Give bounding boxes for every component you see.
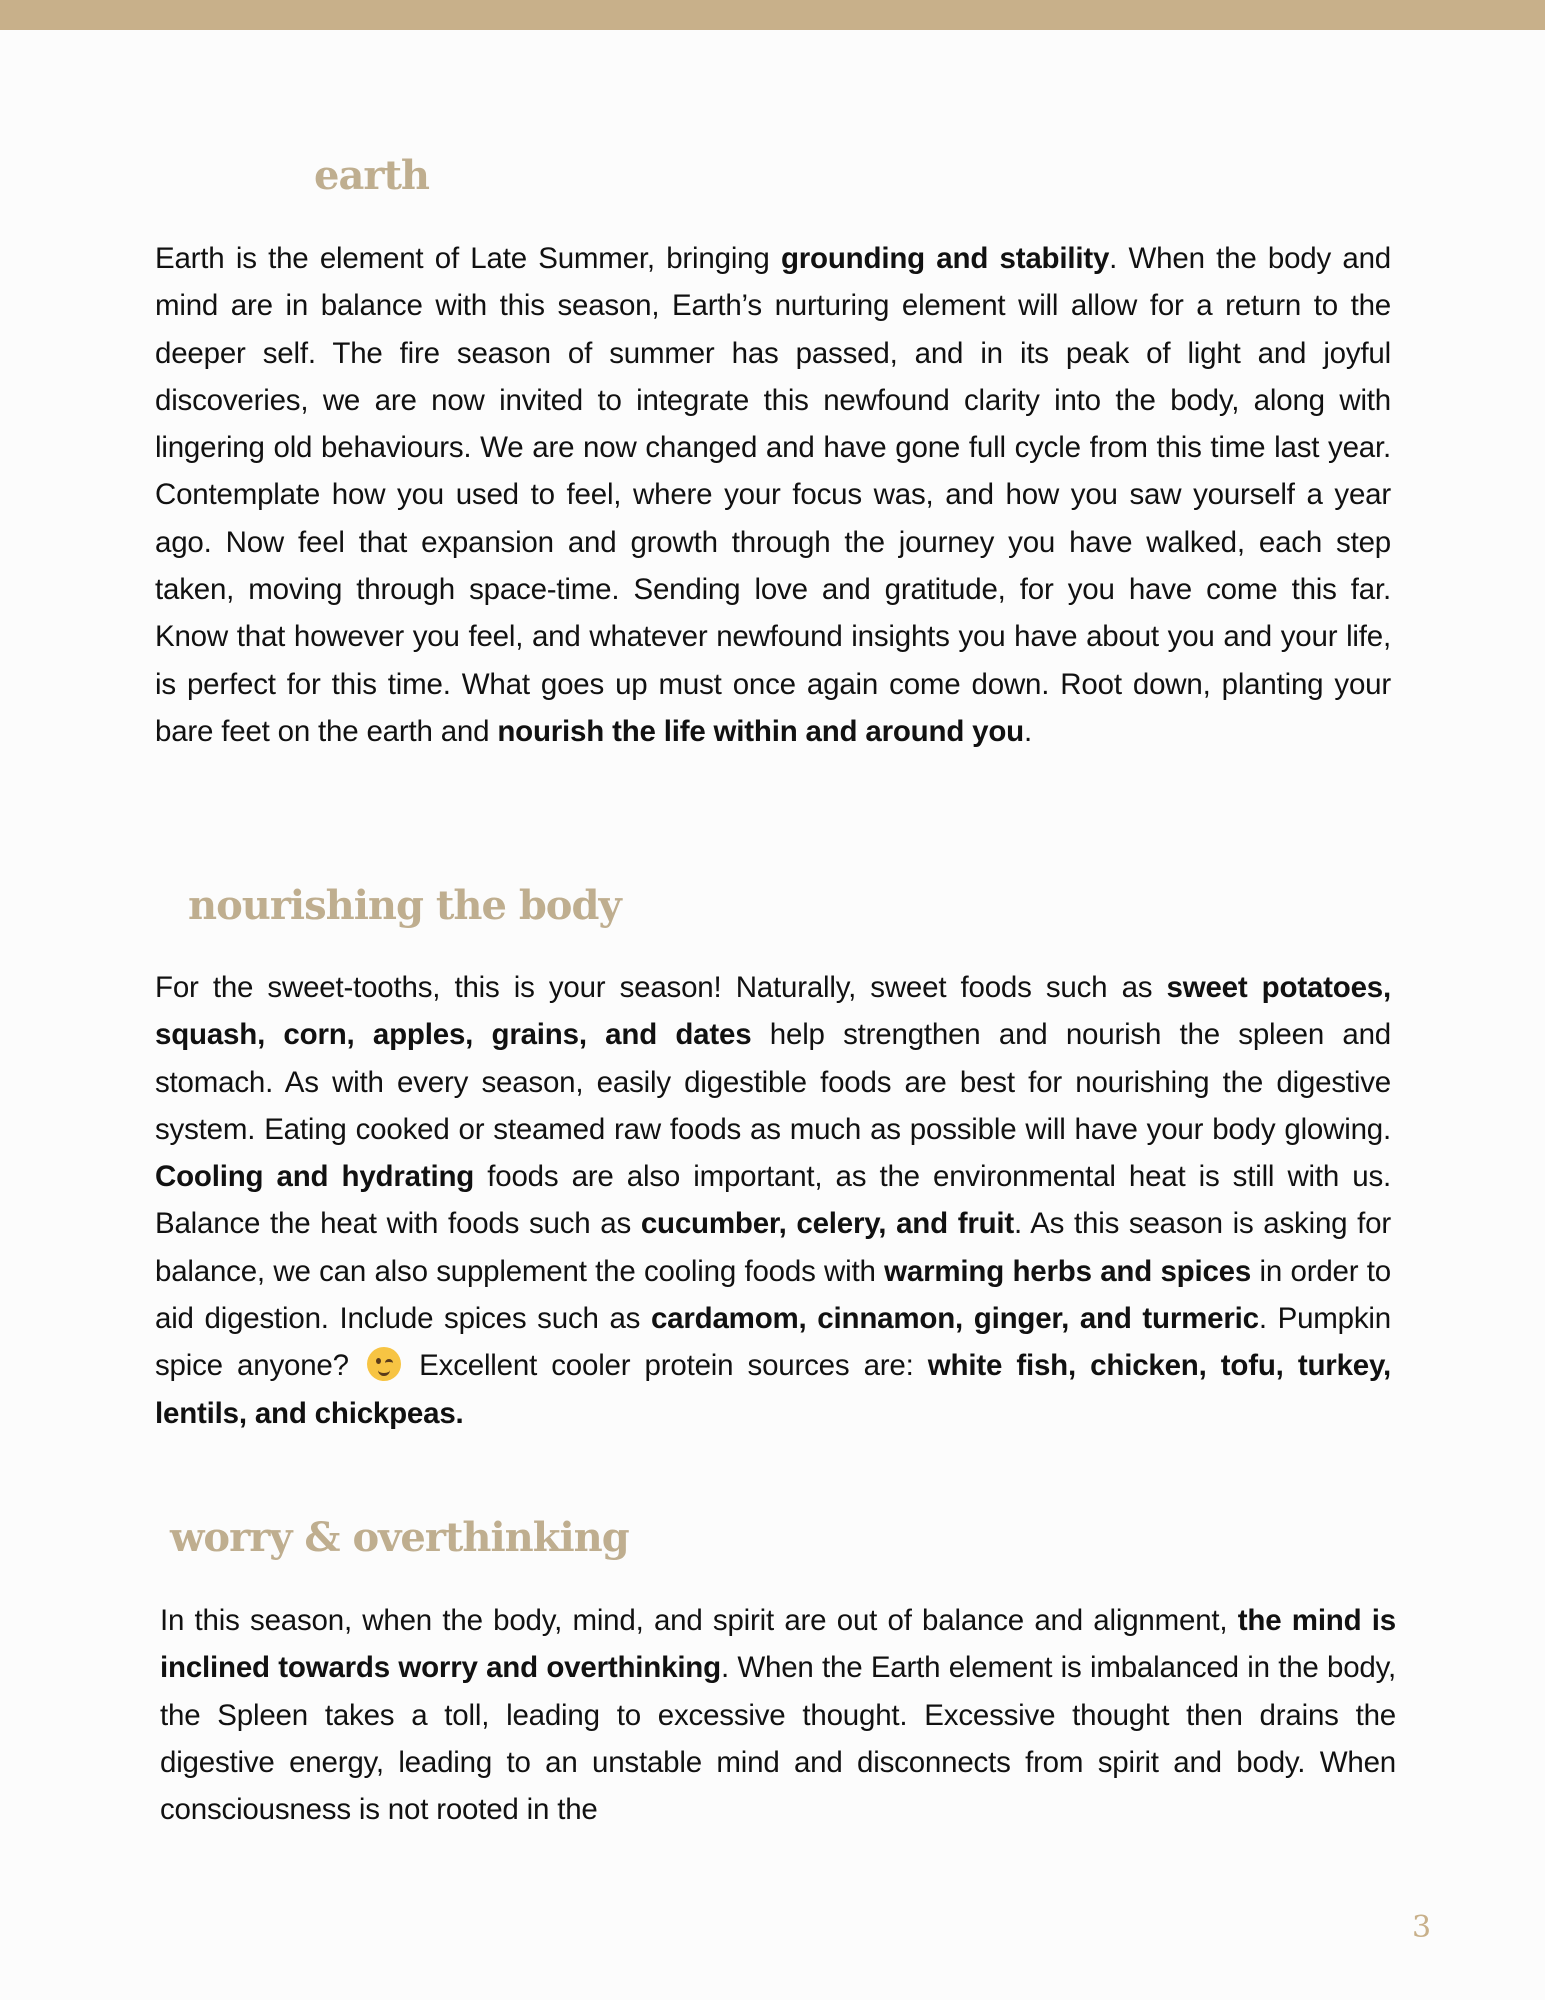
bold-text: cucumber, celery, and fruit <box>640 1207 1015 1241</box>
paragraph-nourishing-the-body: For the sweet-tooths, this is your season! Naturally, sweet foods such as sweet potatoes, squash, corn, apples, grains, and dates help strengthen and nourish the spleen and stomach. As with every season, easily digestible foods are best for nourishing the digestive system. Eating cooked or steamed raw foods as much as possible will have your body glowing. Cooling and hydrating foods are also important, as the environmental heat is still with us. Balance the heat with foods such as cucumber, celery, and fruit. As this season is asking for balance, we can also supplement the cooling foods with warming herbs and spices in order to aid digestion. Include spices such as cardamom, cinnamon, ginger, and turmeric. Pumpkin spice anyone? Excellent cooler protein sources are: white fish, chicken, tofu, turkey, lentils, and chickpeas. <box>155 971 1392 1430</box>
bold-text: grounding and stability <box>780 242 1110 275</box>
bold-text: warming herbs and spices <box>884 1254 1252 1288</box>
section-heading-nourishing-the-body: nourishing the body <box>188 882 621 929</box>
bold-text: white fish, chicken, tofu, turkey, lentils, and chickpeas. <box>155 1349 1391 1430</box>
top-accent-bar <box>0 0 1545 30</box>
section-heading-worry-overthinking: worry & overthinking <box>170 1514 629 1561</box>
bold-text: Cooling and hydrating <box>155 1160 475 1194</box>
winking-face-emoji-icon <box>367 1347 401 1381</box>
page-number: 3 <box>1412 1910 1432 1945</box>
bold-text: the mind is inclined towards worry and overthinking <box>160 1604 1397 1685</box>
bold-text: sweet potatoes, squash, corn, apples, grains, and dates <box>155 971 1392 1052</box>
paragraph-worry-overthinking: In this season, when the body, mind, and spirit are out of balance and alignment, the mind is inclined towards worry and overthinking. When the Earth element is imbalanced in the body, the Spleen takes a toll, leading to excessive thought. Excessive thought then drains the digestive energy, leading to an unstable mind and disconnects from spirit and body. When consciousness is not rooted in the <box>160 1604 1397 1827</box>
bold-text: nourish the life within and around you <box>497 714 1024 748</box>
section-heading-earth: earth <box>314 152 429 199</box>
bold-text: cardamom, cinnamon, ginger, and turmeric <box>650 1302 1259 1336</box>
paragraph-earth: Earth is the element of Late Summer, bringing grounding and stability. When the body and mind are in balance with this season, Earth’s nurturing element will allow for a return to the deeper self. The fire season of summer has passed, and in its peak of light and joyful discoveries, we are now invited to integrate this newfound clarity into the body, along with lingering old behaviours. We are now changed and have gone full cycle from this time last year. Contemplate how you used to feel, where your focus was, and how you saw yourself a year ago. Now feel that expansion and growth through the journey you have walked, each step taken, moving through space-time. Sending love and gratitude, for you have come this far. Know that however you feel, and whatever newfound insights you have about you and your life, is perfect for this time. What goes up must once again come down. Root down, planting your bare feet on the earth and nourish the life within and around you. <box>155 242 1392 748</box>
